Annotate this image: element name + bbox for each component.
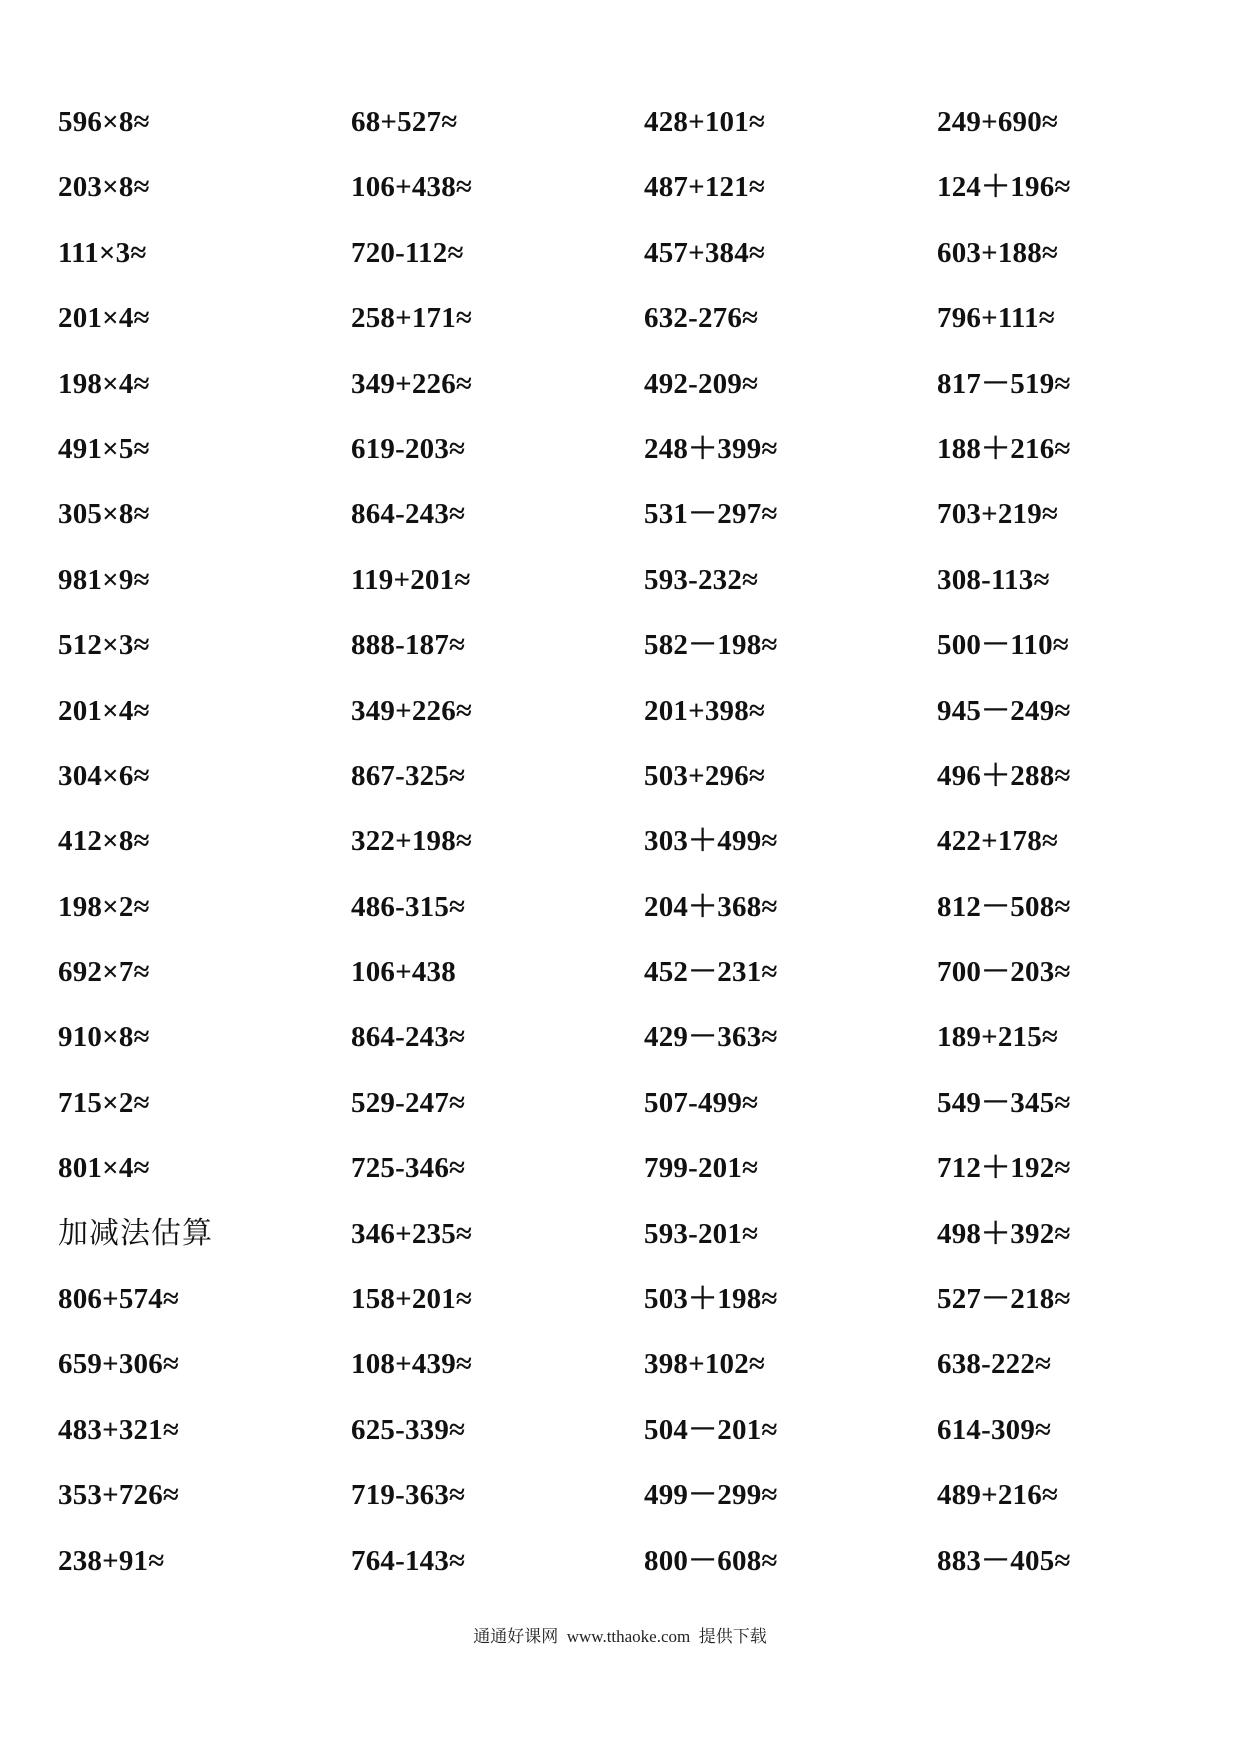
estimation-problem: 659+306≈ — [58, 1348, 180, 1381]
estimation-problem: 486-315≈ — [351, 890, 466, 923]
estimation-problem: 715×2≈ — [58, 1086, 150, 1119]
estimation-problem: 108+439≈ — [351, 1348, 473, 1381]
estimation-problem: 527－218≈ — [937, 1283, 1071, 1316]
estimation-problem: 304×6≈ — [58, 759, 150, 792]
estimation-problem: 504－201≈ — [644, 1413, 778, 1446]
estimation-problem: 106+438≈ — [351, 171, 473, 204]
estimation-problem: 801×4≈ — [58, 1152, 150, 1185]
estimation-problem: 812－508≈ — [937, 890, 1071, 923]
estimation-problem: 349+226≈ — [351, 694, 473, 727]
estimation-problem: 487+121≈ — [644, 171, 766, 204]
estimation-problem: 452－231≈ — [644, 956, 778, 989]
estimation-problem: 483+321≈ — [58, 1413, 180, 1446]
estimation-problem: 119+201≈ — [351, 563, 471, 596]
estimation-problem: 867-325≈ — [351, 759, 466, 792]
estimation-problem: 489+216≈ — [937, 1479, 1059, 1512]
estimation-problem: 800－608≈ — [644, 1544, 778, 1577]
estimation-problem: 503＋198≈ — [644, 1283, 778, 1316]
estimation-problem: 346+235≈ — [351, 1217, 473, 1250]
estimation-problem: 422+178≈ — [937, 825, 1059, 858]
estimation-problem: 703+219≈ — [937, 498, 1059, 531]
estimation-problem: 806+574≈ — [58, 1283, 180, 1316]
estimation-problem: 712＋192≈ — [937, 1152, 1071, 1185]
estimation-problem: 529-247≈ — [351, 1086, 466, 1119]
estimation-problem: 603+188≈ — [937, 236, 1059, 269]
estimation-problem: 204＋368≈ — [644, 890, 778, 923]
estimation-problem: 203×8≈ — [58, 171, 150, 204]
estimation-problem: 322+198≈ — [351, 825, 473, 858]
estimation-problem: 945－249≈ — [937, 694, 1071, 727]
footer-credit: 通通好课网 www.tthaoke.com 提供下载 — [473, 1627, 767, 1646]
estimation-problem: 549－345≈ — [937, 1086, 1071, 1119]
estimation-problem: 68+527≈ — [351, 106, 458, 138]
estimation-problem: 593-201≈ — [644, 1217, 759, 1250]
estimation-problem: 496＋288≈ — [937, 759, 1071, 792]
estimation-problem: 764-143≈ — [351, 1544, 466, 1577]
estimation-problem: 582－198≈ — [644, 629, 778, 662]
estimation-problem: 457+384≈ — [644, 236, 766, 269]
estimation-problem: 725-346≈ — [351, 1152, 466, 1185]
estimation-problem: 353+726≈ — [58, 1479, 180, 1512]
estimation-problem: 248＋399≈ — [644, 432, 778, 465]
estimation-problem: 158+201≈ — [351, 1283, 473, 1316]
estimation-problem: 638-222≈ — [937, 1348, 1052, 1381]
estimation-problem: 883－405≈ — [937, 1544, 1071, 1577]
estimation-problem: 981×9≈ — [58, 563, 150, 596]
estimation-problem: 201×4≈ — [58, 694, 150, 727]
estimation-problem: 398+102≈ — [644, 1348, 766, 1381]
estimation-problem: 258+171≈ — [351, 302, 473, 335]
estimation-problem: 249+690≈ — [937, 106, 1059, 138]
estimation-problem: 864-243≈ — [351, 1021, 466, 1054]
estimation-problem: 111×3≈ — [58, 236, 147, 269]
estimation-problem: 719-363≈ — [351, 1479, 466, 1512]
estimation-problem: 308-113≈ — [937, 563, 1050, 596]
estimation-problem: 817－519≈ — [937, 367, 1071, 400]
estimation-problem: 512×3≈ — [58, 629, 150, 662]
estimation-problem: 614-309≈ — [937, 1413, 1052, 1446]
estimation-problem: 124＋196≈ — [937, 171, 1071, 204]
estimation-problem: 498＋392≈ — [937, 1217, 1071, 1250]
estimation-problem: 632-276≈ — [644, 302, 759, 335]
estimation-problem: 910×8≈ — [58, 1021, 150, 1054]
estimation-problem: 238+91≈ — [58, 1544, 165, 1577]
estimation-problem: 619-203≈ — [351, 432, 466, 465]
estimation-problem: 531－297≈ — [644, 498, 778, 531]
estimation-problem: 429－363≈ — [644, 1021, 778, 1054]
estimation-problem: 593-232≈ — [644, 563, 759, 596]
estimation-problem: 201×4≈ — [58, 302, 150, 335]
estimation-problem: 625-339≈ — [351, 1413, 466, 1446]
estimation-problem: 189+215≈ — [937, 1021, 1059, 1054]
estimation-problem: 106+438 — [351, 956, 456, 989]
section-heading: 加减法估算 — [58, 1216, 213, 1250]
estimation-problem: 499－299≈ — [644, 1479, 778, 1512]
estimation-problem: 201+398≈ — [644, 694, 766, 727]
estimation-problem: 692×7≈ — [58, 956, 150, 989]
estimation-problem: 500－110≈ — [937, 629, 1069, 662]
estimation-problem: 503+296≈ — [644, 759, 766, 792]
estimation-problem: 596×8≈ — [58, 106, 150, 138]
estimation-problem: 198×4≈ — [58, 367, 150, 400]
estimation-problem: 864-243≈ — [351, 498, 466, 531]
estimation-problem: 799-201≈ — [644, 1152, 759, 1185]
estimation-problem: 198×2≈ — [58, 890, 150, 923]
estimation-problem: 507-499≈ — [644, 1086, 759, 1119]
estimation-problem: 888-187≈ — [351, 629, 466, 662]
estimation-problem: 720-112≈ — [351, 236, 464, 269]
estimation-problem: 796+111≈ — [937, 302, 1055, 335]
estimation-problem: 491×5≈ — [58, 432, 150, 465]
problem-grid — [58, 94, 1218, 1598]
estimation-problem: 492-209≈ — [644, 367, 759, 400]
estimation-problem: 303＋499≈ — [644, 825, 778, 858]
estimation-problem: 188＋216≈ — [937, 432, 1071, 465]
estimation-problem: 349+226≈ — [351, 367, 473, 400]
estimation-problem: 428+101≈ — [644, 106, 766, 138]
estimation-problem: 305×8≈ — [58, 498, 150, 531]
estimation-problem: 412×8≈ — [58, 825, 150, 858]
estimation-problem: 700－203≈ — [937, 956, 1071, 989]
